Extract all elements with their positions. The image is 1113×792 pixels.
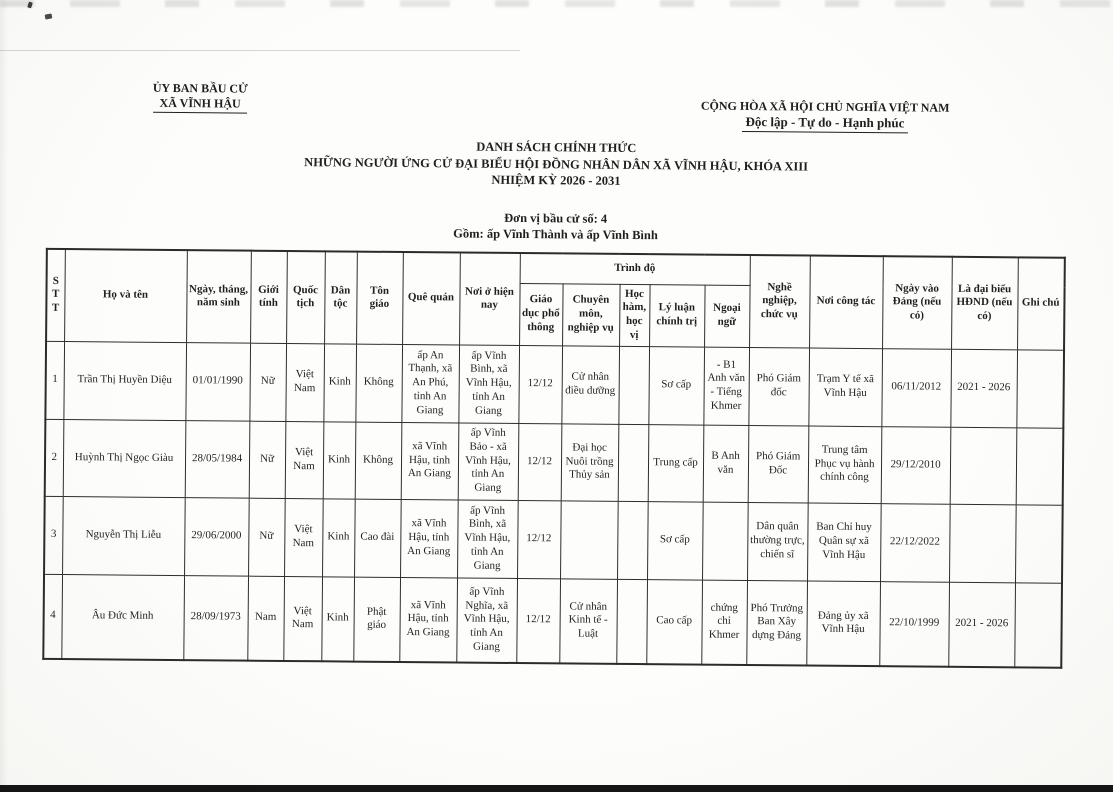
- cell-stt: 2: [45, 419, 64, 496]
- cell-party_admission_date: 29/12/2010: [881, 426, 951, 504]
- cell-name: Nguyễn Thị Liễu: [62, 496, 185, 575]
- col-header-residence: Nơi ở hiện nay: [459, 252, 520, 345]
- col-header-academic: Học hàm, học vị: [619, 284, 650, 346]
- cell-ethnicity: Kinh: [323, 421, 356, 498]
- cell-professional_qualification: Cử nhân Kinh tế - Luật: [559, 578, 617, 663]
- cell-political_theory: Sơ cấp: [648, 346, 704, 424]
- cell-ethnicity: Kinh: [321, 576, 354, 661]
- table-row: [44, 496, 1063, 583]
- cell-gender: Nam: [247, 576, 284, 661]
- cell-foreign_language: chứng chỉ Khmer: [701, 580, 747, 665]
- cell-professional_qualification: [560, 500, 618, 578]
- col-header-nationality: Quốc tịch: [286, 251, 325, 343]
- cell-nationality: Việt Nam: [285, 343, 324, 421]
- header-row-top: [47, 249, 1065, 288]
- document-subtitle: [0, 205, 1112, 247]
- document-title-line3: NHIỆM KỲ 2026 - 2031: [491, 172, 621, 188]
- cell-gender: Nữ: [249, 421, 286, 498]
- issuing-authority-line2: XÃ VĨNH HẬU: [154, 96, 247, 114]
- cell-religion: Phật giáo: [353, 577, 400, 662]
- cell-dob: 28/05/1984: [185, 420, 250, 498]
- cell-notes: [1016, 427, 1064, 504]
- cell-general_education: 12/12: [517, 500, 561, 578]
- col-header-religion: Tôn giáo: [356, 252, 403, 344]
- cell-council_member: [949, 504, 1016, 583]
- cell-foreign_language: [702, 502, 748, 580]
- cell-workplace: Đảng ủy xã Vĩnh Hậu: [806, 581, 880, 667]
- cell-workplace: Ban Chỉ huy Quân sự xã Vĩnh Hậu: [807, 503, 881, 582]
- cell-workplace: Trạm Y tế xã Vĩnh Hậu: [808, 348, 882, 427]
- cell-nationality: Việt Nam: [284, 498, 323, 576]
- cell-foreign_language: - B1 Anh văn - Tiếng Khmer: [703, 347, 749, 425]
- table-row: [45, 341, 1064, 428]
- col-header-political-theory: Lý luận chính trị: [649, 284, 705, 346]
- national-title: CỘNG HÒA XÃ HỘI CHỦ NGHĨA VIỆT NAM: [700, 98, 950, 115]
- cell-residence: ấp Vĩnh Bình, xã Vĩnh Hậu, tỉnh An Giang: [457, 499, 518, 578]
- cell-ethnicity: Kinh: [322, 498, 355, 576]
- col-header-qualification-group: Trình độ: [520, 253, 750, 285]
- cell-nationality: Việt Nam: [285, 421, 324, 498]
- cell-gender: Nữ: [249, 343, 286, 421]
- election-unit-line: Đơn vị bầu cử số: 4: [504, 210, 608, 226]
- col-header-hometown: Quê quán: [402, 252, 460, 344]
- table-row: [43, 574, 1062, 668]
- cell-academic_title: [617, 501, 648, 579]
- cell-general_education: 12/12: [518, 345, 562, 423]
- cell-professional_qualification: Cử nhân điều dưỡng: [561, 345, 619, 423]
- cell-religion: Không: [355, 422, 402, 499]
- cell-party_admission_date: 22/10/1999: [879, 581, 949, 667]
- cell-professional_qualification: Đại học Nuôi trồng Thủy sản: [561, 423, 619, 500]
- cell-political_theory: Cao cấp: [646, 579, 702, 664]
- cell-residence: ấp Vĩnh Bảo - xã Vĩnh Hậu, tỉnh An Giang: [458, 422, 519, 500]
- cell-name: Trần Thị Huyền Diệu: [63, 341, 186, 420]
- table-body: [43, 341, 1064, 668]
- cell-stt: 3: [44, 496, 63, 574]
- col-header-professional: Chuyên môn, nghiệp vụ: [562, 283, 620, 345]
- col-header-general-education: Giáo dục phổ thông: [519, 283, 563, 345]
- national-motto: Độc lập - Tự do - Hạnh phúc: [741, 114, 908, 133]
- cell-academic_title: [618, 424, 649, 501]
- col-header-ethnicity: Dân tộc: [324, 251, 357, 343]
- cell-residence: ấp Vĩnh Nghĩa, xã Vĩnh Hậu, tỉnh An Giang: [456, 577, 517, 663]
- cell-occupation_position: Phó Giám đốc: [748, 347, 809, 426]
- cell-political_theory: Sơ cấp: [647, 501, 703, 579]
- cell-stt: 4: [43, 574, 62, 659]
- col-header-occupation: Nghề nghiệp, chức vụ: [749, 255, 810, 348]
- cell-residence: ấp Vĩnh Bình, xã Vĩnh Hậu, tỉnh An Giang: [458, 344, 519, 423]
- election-hamlets-line: Gồm: ấp Vĩnh Thành và ấp Vĩnh Bình: [453, 226, 658, 243]
- cell-occupation_position: Dân quân thường trực, chiến sĩ: [747, 502, 808, 581]
- col-header-foreign-language: Ngoại ngữ: [704, 285, 750, 347]
- col-header-stt: STT: [46, 249, 65, 341]
- cell-gender: Nữ: [248, 498, 285, 576]
- cell-dob: 28/09/1973: [183, 575, 248, 661]
- cell-foreign_language: B Anh văn: [703, 425, 749, 502]
- cell-council_member: 2021 - 2026: [948, 582, 1015, 668]
- cell-name: Âu Đức Minh: [61, 574, 184, 660]
- cell-academic_title: [618, 346, 649, 424]
- cell-general_education: 12/12: [518, 423, 562, 500]
- cell-religion: Cao đài: [354, 499, 401, 577]
- cell-dob: 29/06/2000: [184, 497, 249, 576]
- col-header-notes: Ghi chú: [1017, 257, 1065, 349]
- cell-council_member: [950, 427, 1017, 505]
- cell-general_education: 12/12: [516, 578, 560, 663]
- screenshot-bottom-bar: [0, 785, 1113, 792]
- candidate-table: [42, 248, 1066, 669]
- issuing-authority-line1: ỦY BAN BẦU CỬ: [152, 80, 248, 96]
- col-header-workplace: Nơi công tác: [809, 256, 883, 349]
- cell-name: Huỳnh Thị Ngọc Giàu: [63, 419, 186, 497]
- national-motto-block: [640, 97, 1010, 134]
- cell-party_admission_date: 06/11/2012: [881, 348, 951, 427]
- cell-political_theory: Trung cấp: [648, 424, 704, 501]
- cell-hometown: xã Vĩnh Hậu, tỉnh An Giang: [401, 422, 459, 499]
- cell-nationality: Việt Nam: [283, 576, 322, 661]
- cell-workplace: Trung tâm Phục vụ hành chính công: [808, 426, 882, 504]
- document-title-line1: DANH SÁCH CHÍNH THỨC: [476, 139, 637, 156]
- cell-hometown: xã Vĩnh Hậu, tỉnh An Giang: [399, 577, 457, 662]
- cell-ethnicity: Kinh: [323, 343, 356, 421]
- cell-dob: 01/01/1990: [185, 342, 250, 421]
- cell-occupation_position: Phó Trưởng Ban Xây dựng Đảng: [746, 580, 807, 666]
- cell-council_member: 2021 - 2026: [950, 349, 1017, 428]
- cell-stt: 1: [45, 341, 64, 419]
- issuing-authority-block: [95, 80, 305, 114]
- cell-occupation_position: Phó Giám Đốc: [748, 425, 809, 503]
- cell-academic_title: [616, 579, 647, 664]
- table-row: [45, 419, 1064, 505]
- col-header-council: Là đại biểu HĐND (nếu có): [951, 257, 1018, 350]
- document-title: [0, 134, 1113, 193]
- col-header-gender: Giới tính: [250, 251, 287, 343]
- cell-notes: [1016, 349, 1064, 427]
- cell-hometown: xã Vĩnh Hậu, tỉnh An Giang: [400, 499, 458, 577]
- col-header-party-date: Ngày vào Đảng (nếu có): [882, 256, 952, 349]
- cell-party_admission_date: 22/12/2022: [880, 503, 950, 582]
- cell-hometown: ấp An Thạnh, xã An Phú, tỉnh An Giang: [401, 344, 459, 422]
- cell-notes: [1015, 504, 1063, 582]
- cell-notes: [1014, 582, 1062, 667]
- document-title-line2: NHỮNG NGƯỜI ỨNG CỬ ĐẠI BIỂU HỘI ĐỒNG NHÂN DÂN XÃ VĨNH HẬU, KHÓA XIII: [304, 154, 809, 174]
- col-header-name: Họ và tên: [64, 249, 187, 342]
- table-header: [46, 249, 1065, 350]
- cell-religion: Không: [355, 344, 402, 422]
- col-header-dob: Ngày, tháng, năm sinh: [186, 250, 251, 343]
